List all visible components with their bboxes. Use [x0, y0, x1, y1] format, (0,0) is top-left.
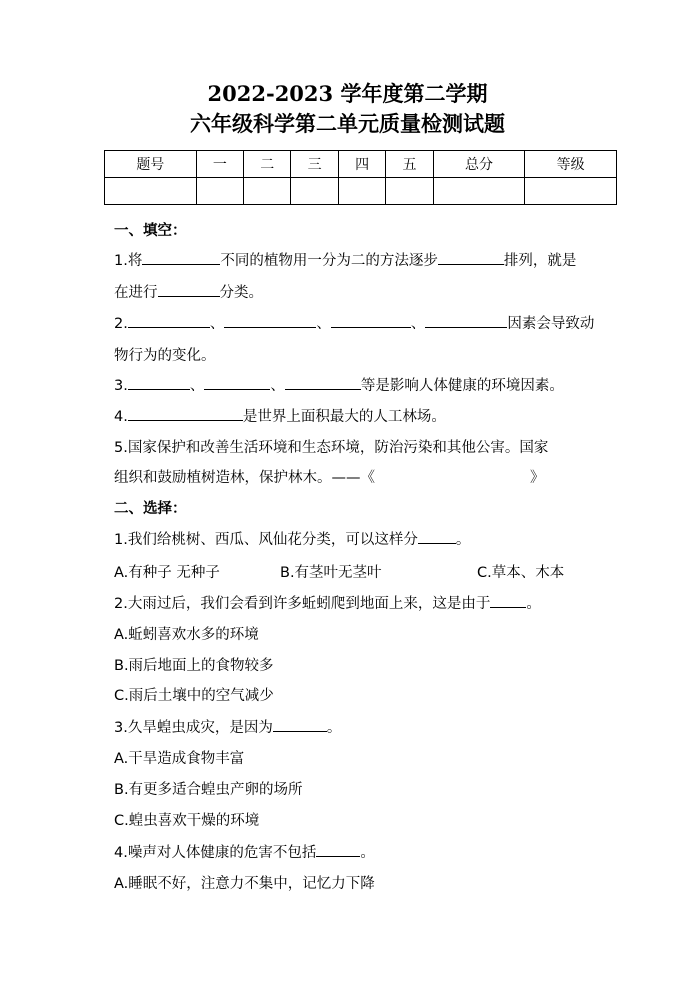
- score-table-header-row: [105, 151, 617, 178]
- answer-blank: [224, 313, 316, 328]
- score-table: [104, 150, 617, 205]
- score-cell: [338, 178, 385, 205]
- score-cell: [433, 178, 525, 205]
- answer-blank: [204, 375, 270, 390]
- answer-blank: [331, 313, 411, 328]
- q1-text-a: 1.将: [114, 253, 143, 269]
- answer-blank: [285, 375, 361, 390]
- q2-sep: 、: [410, 316, 426, 332]
- q2-text-a: 2.: [114, 316, 128, 332]
- choice-question-3: [114, 716, 341, 737]
- cq3-option-c: C.蝗虫喜欢干燥的环境: [114, 813, 260, 829]
- q1-text-b: 不同的植物用一分为二的方法逐步: [220, 253, 438, 269]
- title-line-2: 六年级科学第二单元质量检测试题: [190, 111, 505, 136]
- answer-blank: [128, 375, 190, 390]
- cq1-option-a: A.有种子 无种子: [114, 565, 220, 581]
- choice-question-4: [114, 841, 375, 862]
- score-header-cell: 一: [196, 151, 243, 178]
- fill-question-2-cont: 物行为的变化。: [114, 348, 216, 364]
- section-1-heading: 一、填空：: [114, 223, 187, 239]
- cq3-end: 。: [326, 720, 342, 736]
- answer-blank: [142, 250, 220, 265]
- q2-sep: 、: [316, 316, 331, 332]
- cq2-option-c: C.雨后土壤中的空气减少: [114, 688, 274, 704]
- score-table-blank-row: [105, 178, 617, 205]
- q3-sep: 、: [270, 378, 285, 394]
- q5-text-c: 》: [530, 470, 545, 486]
- score-header-cell: 题号: [105, 151, 197, 178]
- fill-question-3: [114, 374, 564, 395]
- cq1-option-b: B.有茎叶无茎叶: [280, 565, 382, 581]
- score-header-cell: 四: [338, 151, 385, 178]
- cq1-option-c: C.草本、木本: [477, 565, 565, 581]
- score-cell: [386, 178, 433, 205]
- answer-blank: [158, 282, 220, 297]
- cq4-end: 。: [360, 845, 375, 861]
- q5-text-b: 组织和鼓励植树造林，保护林木。——《: [114, 470, 375, 486]
- fill-question-5: 5.国家保护和改善生活环境和生态环境，防治污染和其他公害。国家: [114, 440, 549, 456]
- cq2-text: 2.大雨过后，我们会看到许多蚯蚓爬到地面上来，这是由于: [114, 596, 491, 612]
- answer-blank: [316, 842, 360, 857]
- score-cell: [105, 178, 197, 205]
- cq3-option-a: A.干旱造成食物丰富: [114, 751, 245, 767]
- section-2-heading: 二、选择：: [114, 501, 187, 517]
- q3-text-b: 等是影响人体健康的环境因素。: [360, 378, 564, 394]
- cq3-text: 3.久旱蝗虫成灾，是因为: [114, 720, 273, 736]
- score-header-cell: 五: [386, 151, 433, 178]
- answer-blank: [128, 313, 210, 328]
- cq4-text: 4.噪声对人体健康的危害不包括: [114, 845, 317, 861]
- q4-text-b: 是世界上面积最大的人工林场。: [242, 409, 446, 425]
- cq2-end: 。: [526, 596, 541, 612]
- score-header-cell: 等级: [525, 151, 617, 178]
- score-cell: [291, 178, 338, 205]
- score-header-cell: 三: [291, 151, 338, 178]
- fill-question-5-cont: [114, 466, 545, 487]
- answer-blank: [425, 313, 507, 328]
- cq2-option-a: A.蚯蚓喜欢水多的环境: [114, 627, 259, 643]
- q3-text-a: 3.: [114, 378, 128, 394]
- q4-text-a: 4.: [114, 409, 128, 425]
- score-header-cell: 总分: [433, 151, 525, 178]
- q3-sep: 、: [189, 378, 205, 394]
- choice-question-2: [114, 592, 541, 613]
- score-header-cell: 二: [244, 151, 291, 178]
- title-line-1: 2022-2023 学年度第二学期: [207, 81, 488, 106]
- q1-text-d: 在进行: [114, 285, 158, 301]
- q1-text-e: 分类。: [219, 285, 263, 301]
- answer-blank: [128, 406, 243, 421]
- fill-question-1: [114, 249, 576, 270]
- answer-blank: [438, 250, 504, 265]
- q2-sep: 、: [209, 316, 225, 332]
- cq1-text: 1.我们给桃树、西瓜、风仙花分类，可以这样分: [114, 532, 418, 548]
- fill-question-2: [114, 312, 594, 333]
- choice-question-1: [114, 528, 470, 549]
- score-cell: [525, 178, 617, 205]
- fill-question-1-cont: [114, 281, 263, 302]
- score-cell: [196, 178, 243, 205]
- cq4-option-a: A.睡眠不好，注意力不集中，记忆力下降: [114, 876, 375, 892]
- q1-text-c: 排列，就是: [503, 253, 577, 269]
- score-cell: [244, 178, 291, 205]
- fill-question-4: [114, 405, 446, 426]
- cq3-option-b: B.有更多适合蝗虫产卵的场所: [114, 782, 303, 798]
- answer-blank: [273, 717, 327, 732]
- cq1-end: 。: [455, 532, 471, 548]
- answer-blank: [490, 593, 526, 608]
- cq2-option-b: B.雨后地面上的食物较多: [114, 658, 274, 674]
- q2-text-b: 因素会导致动: [507, 316, 595, 332]
- answer-blank: [418, 529, 456, 544]
